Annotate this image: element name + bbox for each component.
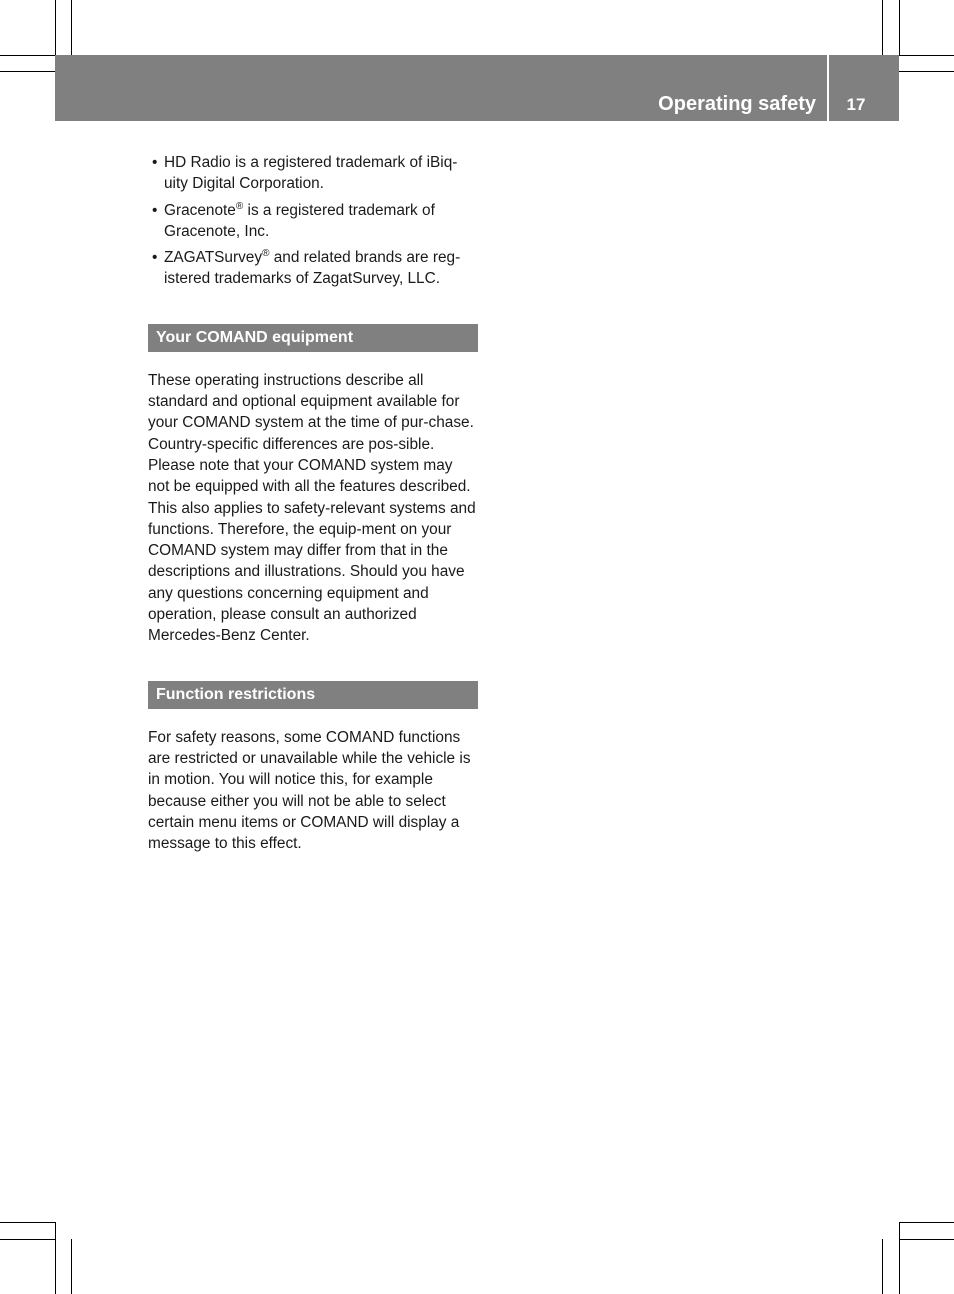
section-heading-function-restrictions: Function restrictions (148, 681, 478, 709)
crop-mark-bottom-left-horizontal-outer (0, 1239, 55, 1240)
list-item (148, 247, 478, 290)
bullet-icon: • (152, 249, 158, 267)
list-item-text: HD Radio is a registered trademark of iBiq-uity Digital Corporation. (164, 154, 458, 193)
bullet-icon: • (152, 201, 158, 219)
crop-mark-bottom-left-vertical-outer (71, 1239, 72, 1294)
list-item (148, 200, 478, 243)
crop-mark-bottom-left-vertical (55, 1222, 56, 1294)
list-item-text: Gracenote (164, 201, 236, 219)
crop-mark-bottom-right-horizontal-outer (899, 1239, 954, 1240)
crop-mark-bottom-right-vertical-outer (882, 1239, 883, 1294)
crop-mark-bottom-right-vertical (899, 1222, 900, 1294)
registered-mark: ® (262, 248, 270, 260)
crop-mark-top-right-vertical (899, 0, 900, 55)
list-item-text-continued: is a registered trademark of Gracenote, Inc. (164, 201, 435, 240)
section-heading-comand-equipment: Your COMAND equipment (148, 324, 478, 352)
crop-mark-bottom-left-horizontal (0, 1222, 55, 1223)
main-column (148, 152, 478, 854)
crop-mark-top-left-vertical (55, 0, 56, 55)
crop-mark-top-left-horizontal (0, 55, 55, 56)
section-body-function-restrictions: For safety reasons, some COMAND functions are restricted or unavailable while the vehicle is in motion. You will notice this, for example because either you will not be able to select certain menu items or COMAND will display a message to this effect. (148, 728, 471, 853)
bullet-icon: • (152, 154, 158, 171)
list-item (148, 152, 478, 195)
crop-mark-top-left-horizontal-outer (0, 71, 55, 72)
page-title: Operating safety (658, 93, 816, 115)
crop-mark-top-right-horizontal (899, 55, 954, 56)
crop-mark-top-right-horizontal-outer (899, 71, 954, 72)
trademark-list (148, 152, 478, 290)
crop-mark-top-left-vertical-outer (71, 0, 72, 55)
list-item-text-continued: and related brands are reg-istered trademarks of ZagatSurvey, LLC. (164, 249, 461, 288)
crop-mark-bottom-right-horizontal (899, 1222, 954, 1223)
crop-mark-top-right-vertical-outer (882, 0, 883, 55)
registered-mark: ® (235, 200, 244, 212)
page-number: 17 (846, 95, 866, 114)
list-item-text: ZAGATSurvey (164, 249, 263, 267)
section-body-comand-equipment: These operating instructions describe all standard and optional equipment available for your COMAND system at the time of pur-chase. Country-specific differences are pos-sible. Please note that your COMAND system may not be equipped with all the features described. This also applies to safety-relevant systems and functions. Therefore, the equip-ment on your COMAND system may differ from that in the descriptions and illustrations. Should you have any questions concerning equipment and operation, please consult an authorized Mercedes-Benz Center. (148, 371, 476, 645)
